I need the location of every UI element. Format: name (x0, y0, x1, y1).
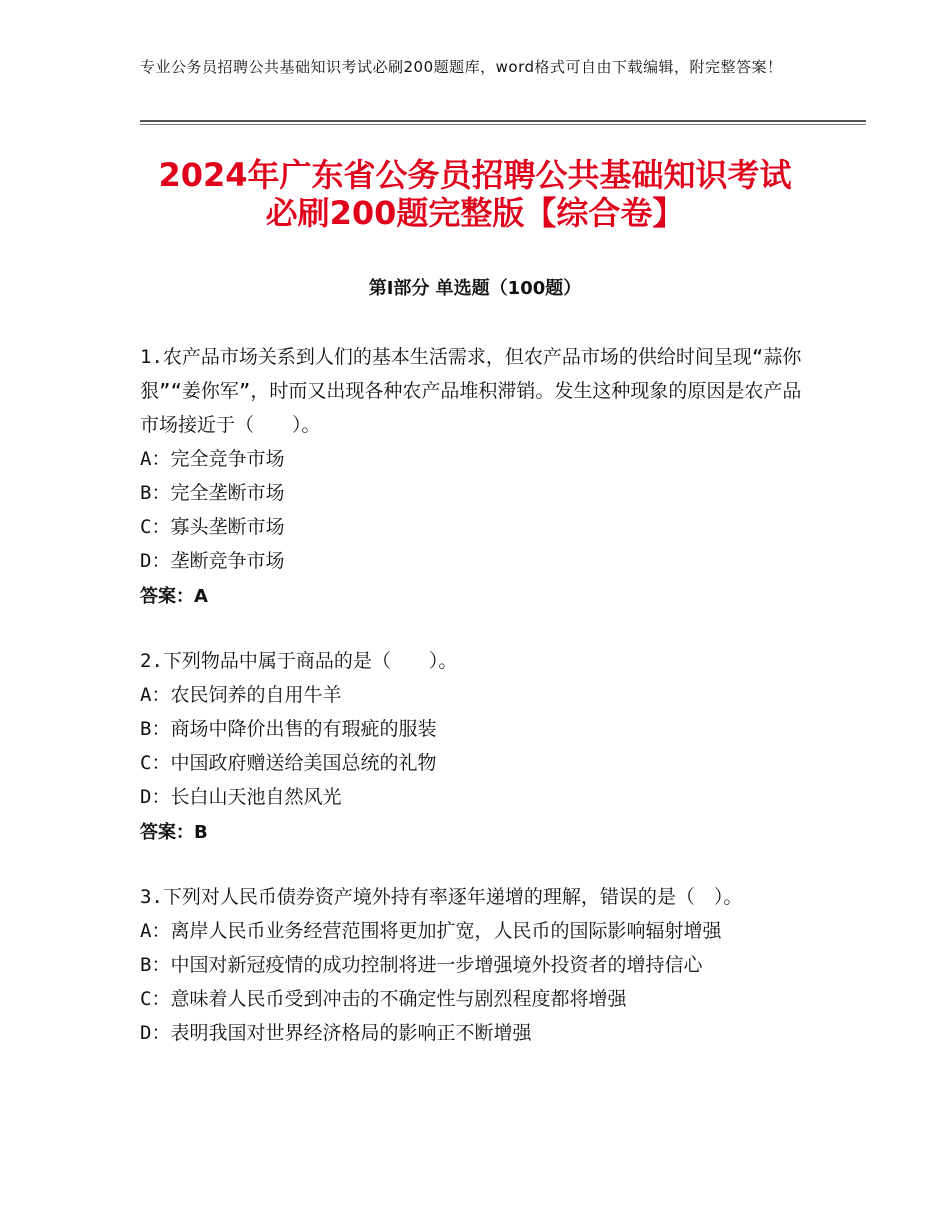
question-stem: 1.农产品市场关系到人们的基本生活需求，但农产品市场的供给时间呈现“蒜你狠”“姜你军”，时而又出现各种农产品堆积滞销。发生这种现象的原因是农产品市场接近于（ ）。 (140, 346, 802, 436)
option-c: C：意味着人民币受到冲击的不确定性与剧烈程度都将增强 (140, 988, 627, 1010)
question-1 (140, 340, 820, 614)
question-list (140, 340, 820, 1080)
answer-label: 答案：A (140, 586, 208, 607)
document-title-line-2: 必刷200题完整版【综合卷】 (265, 194, 685, 232)
option-a: A：离岸人民币业务经营范围将更加扩宽，人民币的国际影响辐射增强 (140, 920, 722, 942)
header-divider-thin (140, 124, 866, 125)
option-a: A：农民饲养的自用牛羊 (140, 684, 342, 706)
question-stem: 2.下列物品中属于商品的是（ ）。 (140, 650, 458, 672)
option-a: A：完全竞争市场 (140, 448, 285, 470)
question-2 (140, 644, 820, 850)
option-b: B：中国对新冠疫情的成功控制将进一步增强境外投资者的增持信心 (140, 954, 703, 976)
document-header-note: 专业公务员招聘公共基础知识考试必刷200题题库，word格式可自由下载编辑，附完整答案！ (140, 58, 783, 76)
section-title: 第Ⅰ部分 单选题（100题） (368, 278, 582, 299)
answer-label: 答案：B (140, 822, 208, 843)
option-c: C：中国政府赠送给美国总统的礼物 (140, 752, 437, 774)
option-d: D：表明我国对世界经济格局的影响正不断增强 (140, 1022, 532, 1044)
option-c: C：寡头垄断市场 (140, 516, 285, 538)
document-title (100, 156, 850, 232)
option-b: B：商场中降价出售的有瑕疵的服装 (140, 718, 437, 740)
question-stem: 3.下列对人民币债券资产境外持有率逐年递增的理解，错误的是（ ）。 (140, 886, 743, 908)
option-d: D：长白山天池自然风光 (140, 786, 342, 808)
option-d: D：垄断竞争市场 (140, 550, 285, 572)
option-b: B：完全垄断市场 (140, 482, 285, 504)
question-3 (140, 880, 820, 1050)
header-divider-thick (140, 120, 866, 122)
document-title-line-1: 2024年广东省公务员招聘公共基础知识考试 (158, 156, 792, 194)
